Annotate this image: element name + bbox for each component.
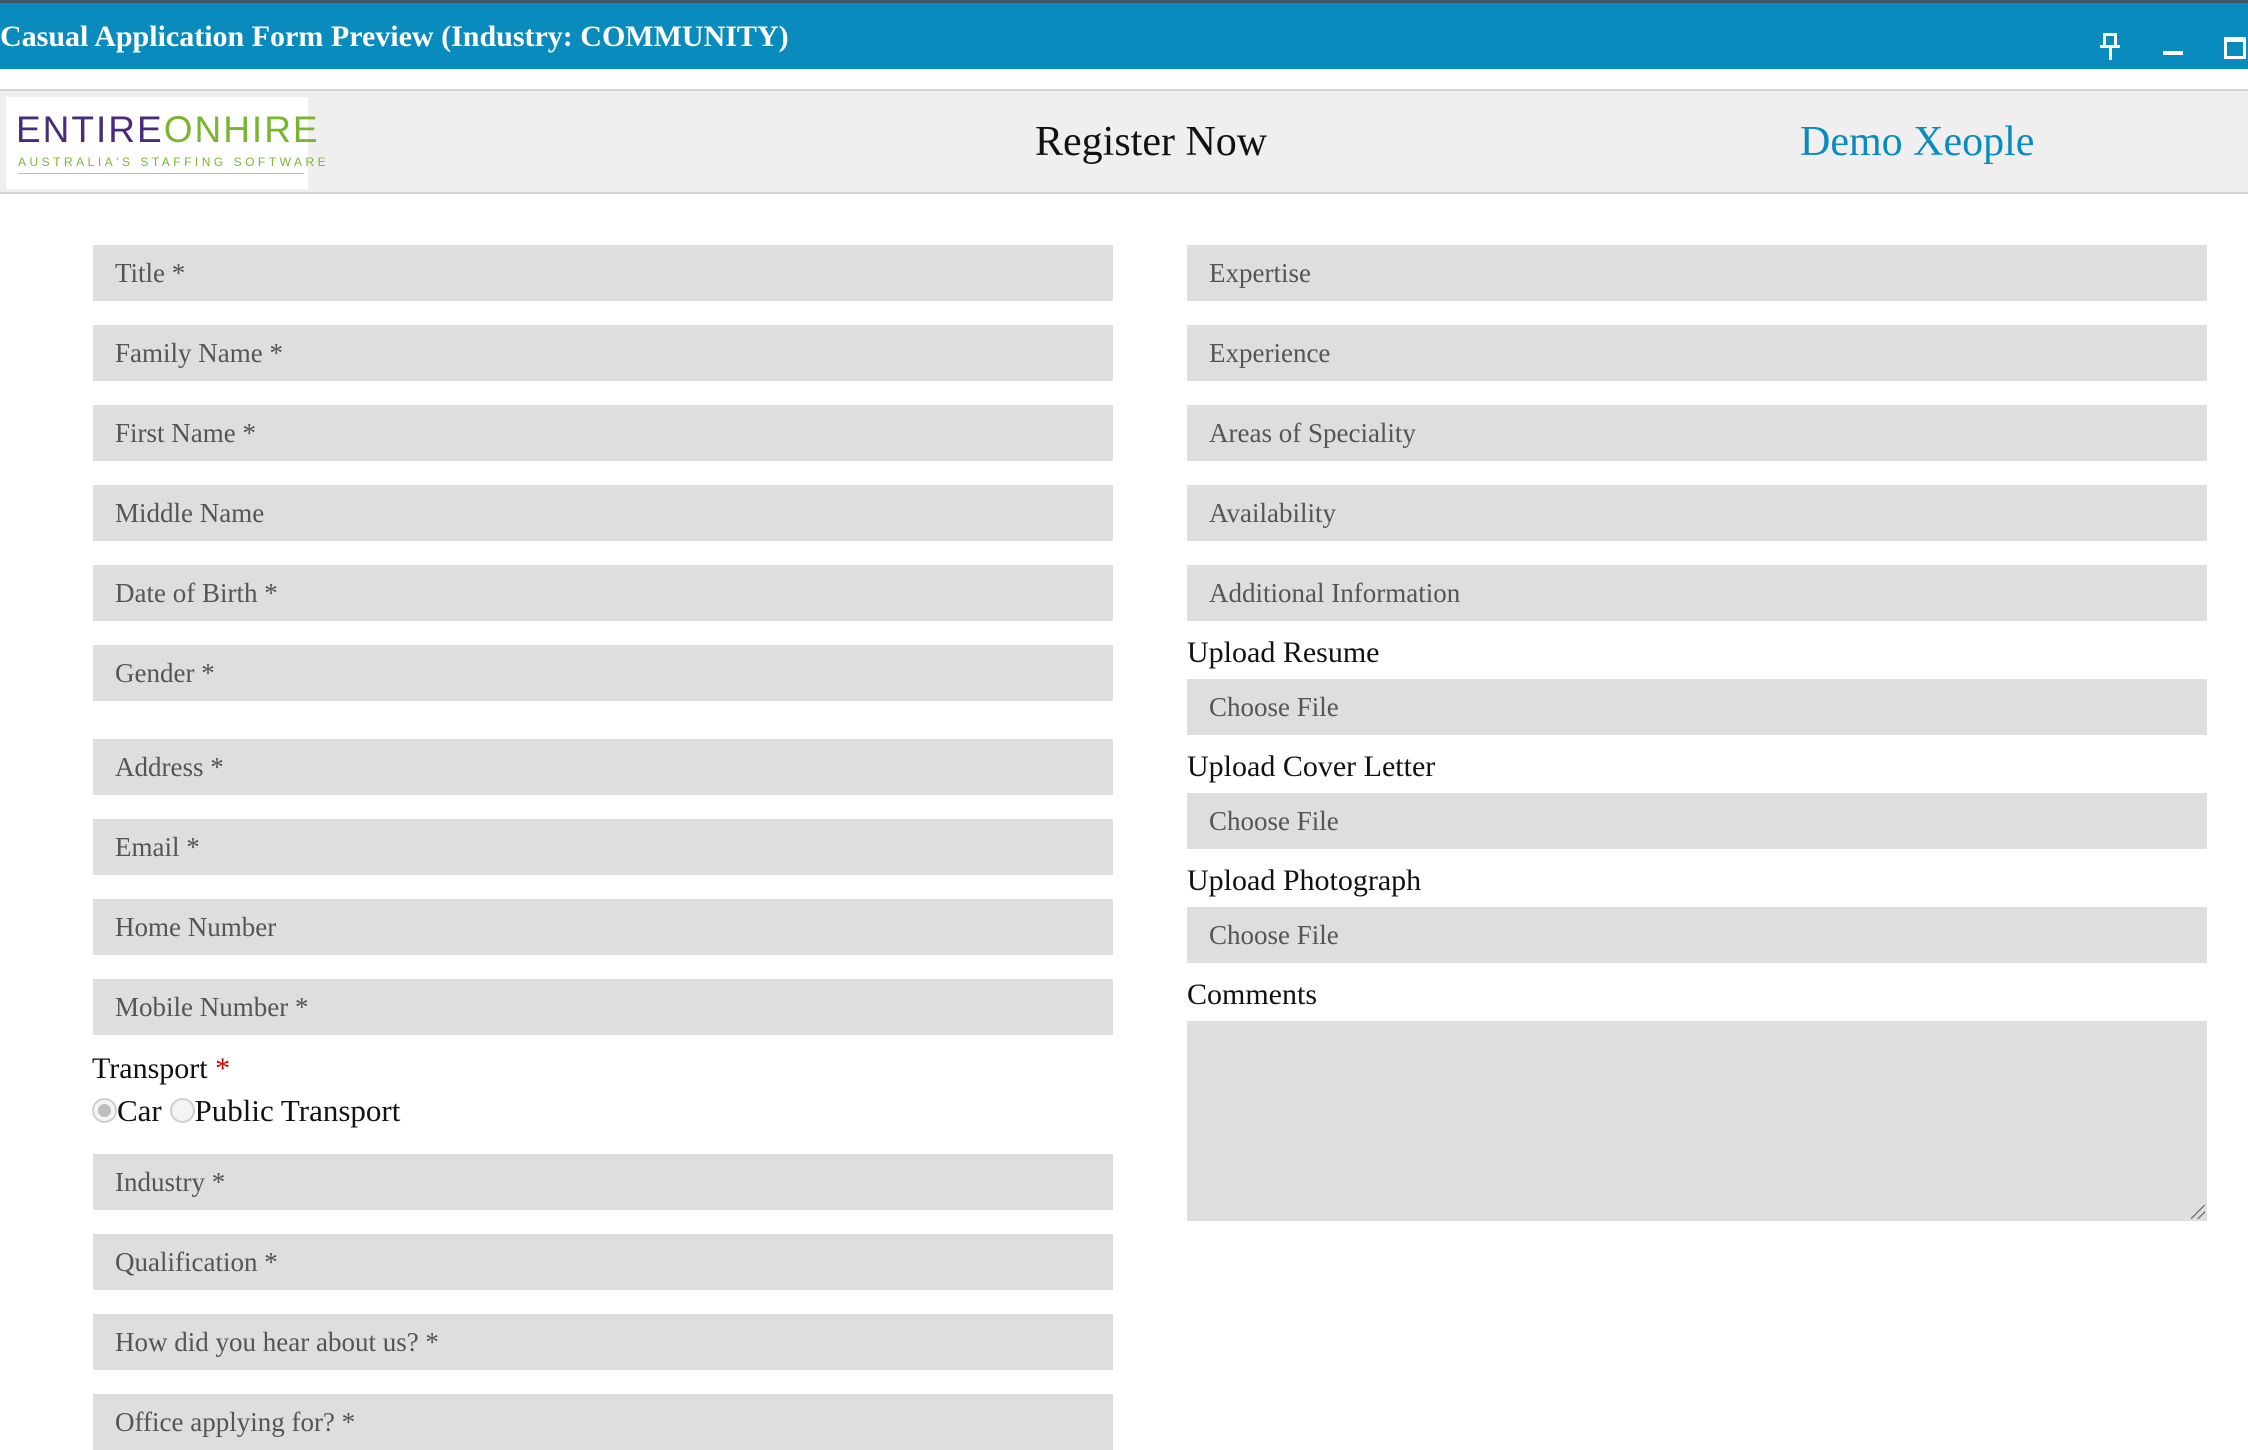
experience-field[interactable]: Experience (1187, 325, 2207, 381)
upload-resume-label: Upload Resume (1187, 636, 1380, 669)
transport-car-label: Car (117, 1093, 162, 1128)
upload-cover-letter-label: Upload Cover Letter (1187, 750, 1436, 783)
minimize-icon[interactable] (2163, 51, 2183, 55)
email-field[interactable]: Email * (93, 819, 1113, 875)
transport-public-label: Public Transport (194, 1093, 401, 1128)
window-title: Casual Application Form Preview (Industry: COMMUNITY) (0, 20, 789, 53)
upload-resume-button[interactable]: Choose File (1187, 679, 2207, 735)
window-titlebar (0, 0, 2248, 69)
upload-photograph-label: Upload Photograph (1187, 864, 1422, 897)
middle-name-field[interactable]: Middle Name (93, 485, 1113, 541)
maximize-icon[interactable] (2224, 37, 2246, 59)
title-field[interactable]: Title * (93, 245, 1113, 301)
pin-icon[interactable] (2100, 33, 2120, 61)
company-logo (6, 97, 330, 189)
additional-information-field[interactable]: Additional Information (1187, 565, 2207, 621)
qualification-field[interactable]: Qualification * (93, 1234, 1113, 1290)
transport-label: Transport * (92, 1052, 231, 1085)
availability-field[interactable]: Availability (1187, 485, 2207, 541)
family-name-field[interactable]: Family Name * (93, 325, 1113, 381)
office-field[interactable]: Office applying for? * (93, 1394, 1113, 1450)
first-name-field[interactable]: First Name * (93, 405, 1113, 461)
address-field[interactable]: Address * (93, 739, 1113, 795)
gender-field[interactable]: Gender * (93, 645, 1113, 701)
dob-field[interactable]: Date of Birth * (93, 565, 1113, 621)
comments-label: Comments (1187, 978, 1318, 1011)
home-number-field[interactable]: Home Number (93, 899, 1113, 955)
transport-public-radio[interactable] (170, 1098, 195, 1123)
upload-cover-letter-button[interactable]: Choose File (1187, 793, 2207, 849)
company-name: Demo Xeople (1800, 119, 2035, 165)
logo-tagline: AUSTRALIA'S STAFFING SOFTWARE (18, 155, 330, 169)
expertise-field[interactable]: Expertise (1187, 245, 2207, 301)
transport-options (92, 1093, 400, 1129)
comments-textarea[interactable] (1187, 1021, 2207, 1221)
transport-car-radio[interactable] (92, 1098, 117, 1123)
industry-field[interactable]: Industry * (93, 1154, 1113, 1210)
form-header (0, 89, 2248, 194)
page-title: Register Now (1035, 119, 1268, 165)
upload-photograph-button[interactable]: Choose File (1187, 907, 2207, 963)
resize-handle-icon[interactable] (2191, 1205, 2205, 1219)
hear-about-field[interactable]: How did you hear about us? * (93, 1314, 1113, 1370)
logo-wordmark: ENTIREONHIRE (16, 109, 320, 150)
areas-of-speciality-field[interactable]: Areas of Speciality (1187, 405, 2207, 461)
mobile-number-field[interactable]: Mobile Number * (93, 979, 1113, 1035)
